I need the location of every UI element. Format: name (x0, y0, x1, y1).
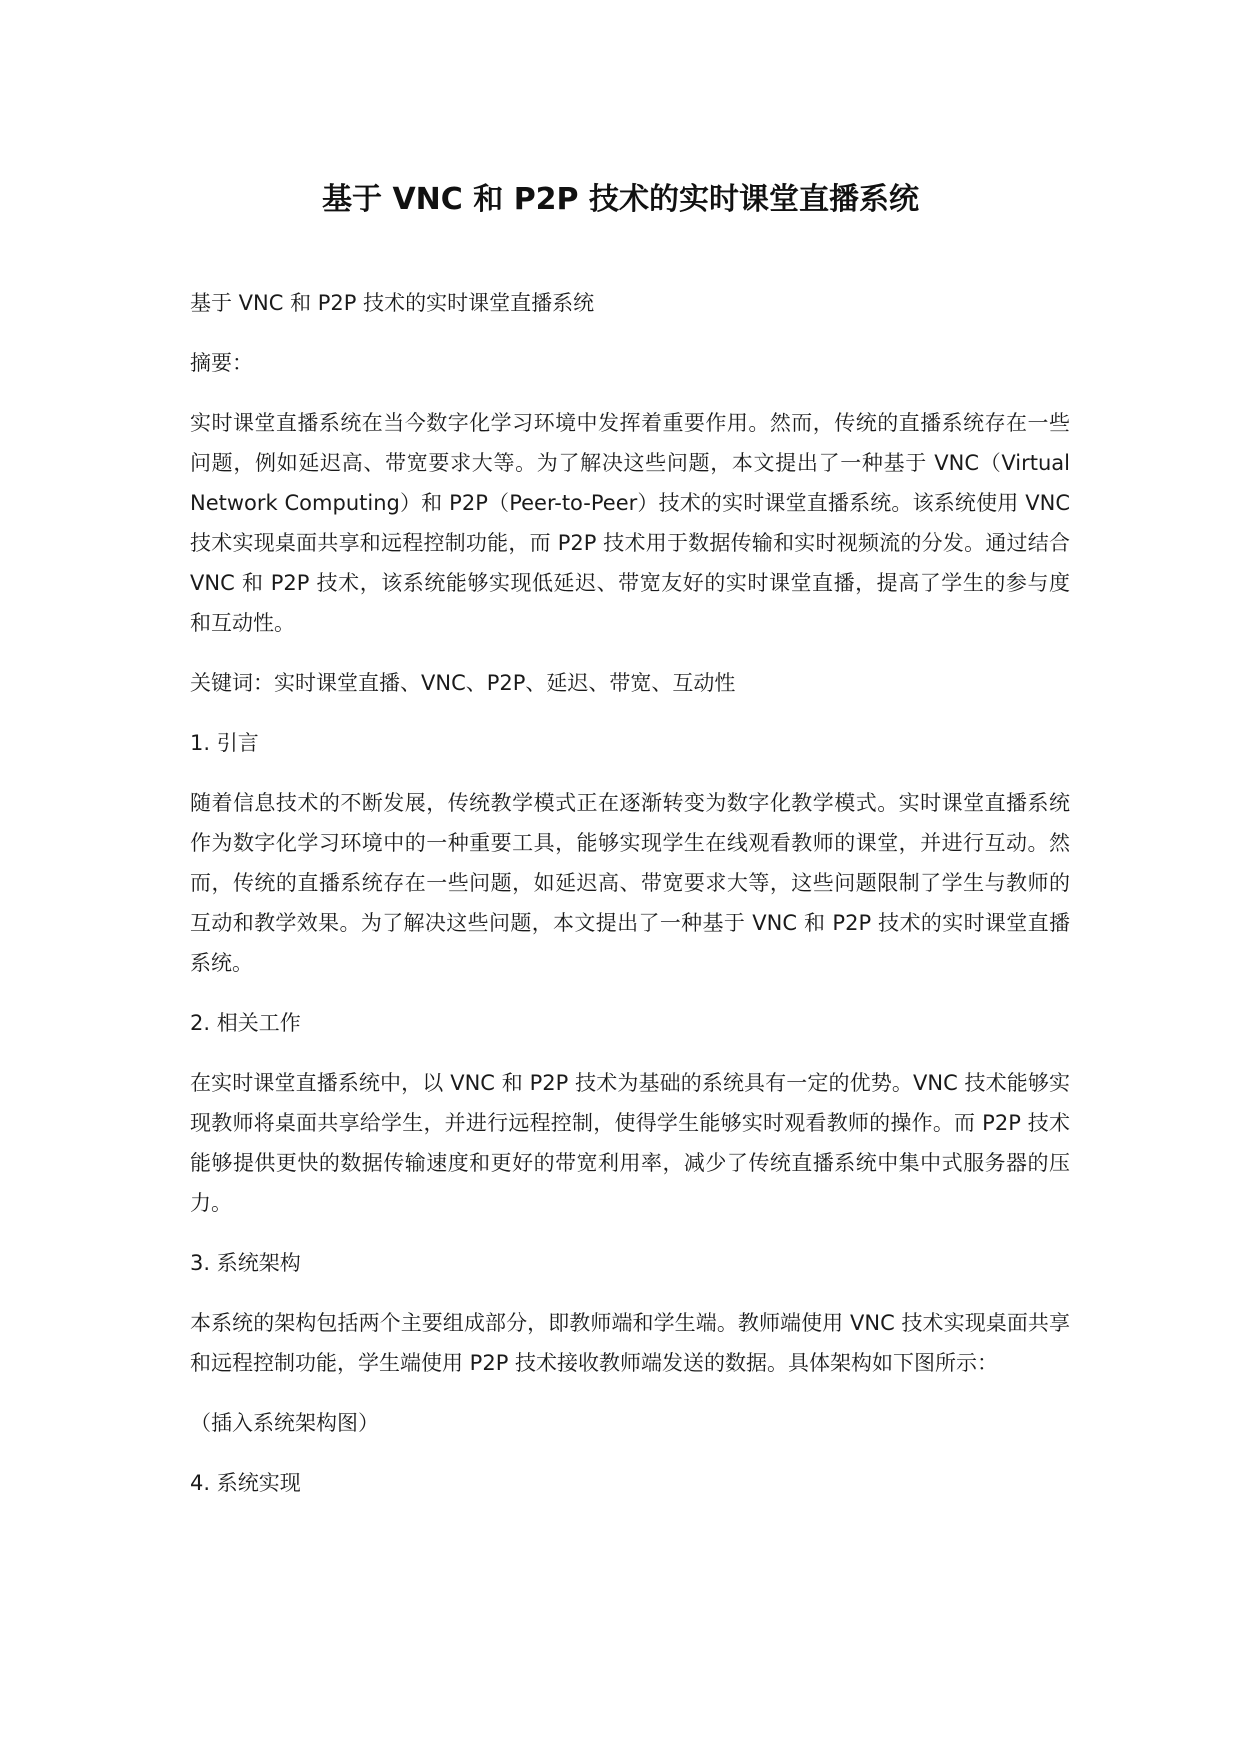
section-text-architecture: 本系统的架构包括两个主要组成部分，即教师端和学生端。教师端使用 VNC 技术实现桌面共享和远程控制功能，学生端使用 P2P 技术接收教师端发送的数据。具体架构如下图所示： (190, 1311, 1070, 1375)
section-heading-architecture: 3. 系统架构 (190, 1251, 301, 1275)
abstract-label: 摘要： (190, 351, 253, 375)
section-heading-introduction: 1. 引言 (190, 731, 259, 755)
figure-placeholder: （插入系统架构图） (190, 1411, 379, 1435)
section-text-introduction: 随着信息技术的不断发展，传统教学模式正在逐渐转变为数字化教学模式。实时课堂直播系统作为数字化学习环境中的一种重要工具，能够实现学生在线观看教师的课堂，并进行互动。然而，传统的直播系统存在一些问题，如延迟高、带宽要求大等，这些问题限制了学生与教师的互动和教学效果。为了解决这些问题，本文提出了一种基于 VNC 和 P2P 技术的实时课堂直播系统。 (190, 791, 1070, 975)
section-heading-implementation: 4. 系统实现 (190, 1471, 301, 1495)
section-heading-related-work: 2. 相关工作 (190, 1011, 301, 1035)
document-subtitle: 基于 VNC 和 P2P 技术的实时课堂直播系统 (190, 291, 595, 315)
keywords-line: 关键词：实时课堂直播、VNC、P2P、延迟、带宽、互动性 (190, 671, 736, 695)
abstract-text: 实时课堂直播系统在当今数字化学习环境中发挥着重要作用。然而，传统的直播系统存在一些问题，例如延迟高、带宽要求大等。为了解决这些问题，本文提出了一种基于 VNC（Virtual Network Computing）和 P2P（Peer-to-Peer）技术的实时课堂直播系统。该系统使用 VNC 技术实现桌面共享和远程控制功能，而 P2P 技术用于数据传输和实时视频流的分发。通过结合 VNC 和 P2P 技术，该系统能够实现低延迟、带宽友好的实时课堂直播，提高了学生的参与度和互动性。 (190, 411, 1070, 635)
document-title: 基于 VNC 和 P2P 技术的实时课堂直播系统 (322, 182, 919, 217)
section-text-related-work: 在实时课堂直播系统中，以 VNC 和 P2P 技术为基础的系统具有一定的优势。VNC 技术能够实现教师将桌面共享给学生，并进行远程控制，使得学生能够实时观看教师的操作。而 P2P 技术能够提供更快的数据传输速度和更好的带宽利用率，减少了传统直播系统中集中式服务器的压力。 (190, 1071, 1070, 1215)
document-body (190, 283, 1070, 1523)
